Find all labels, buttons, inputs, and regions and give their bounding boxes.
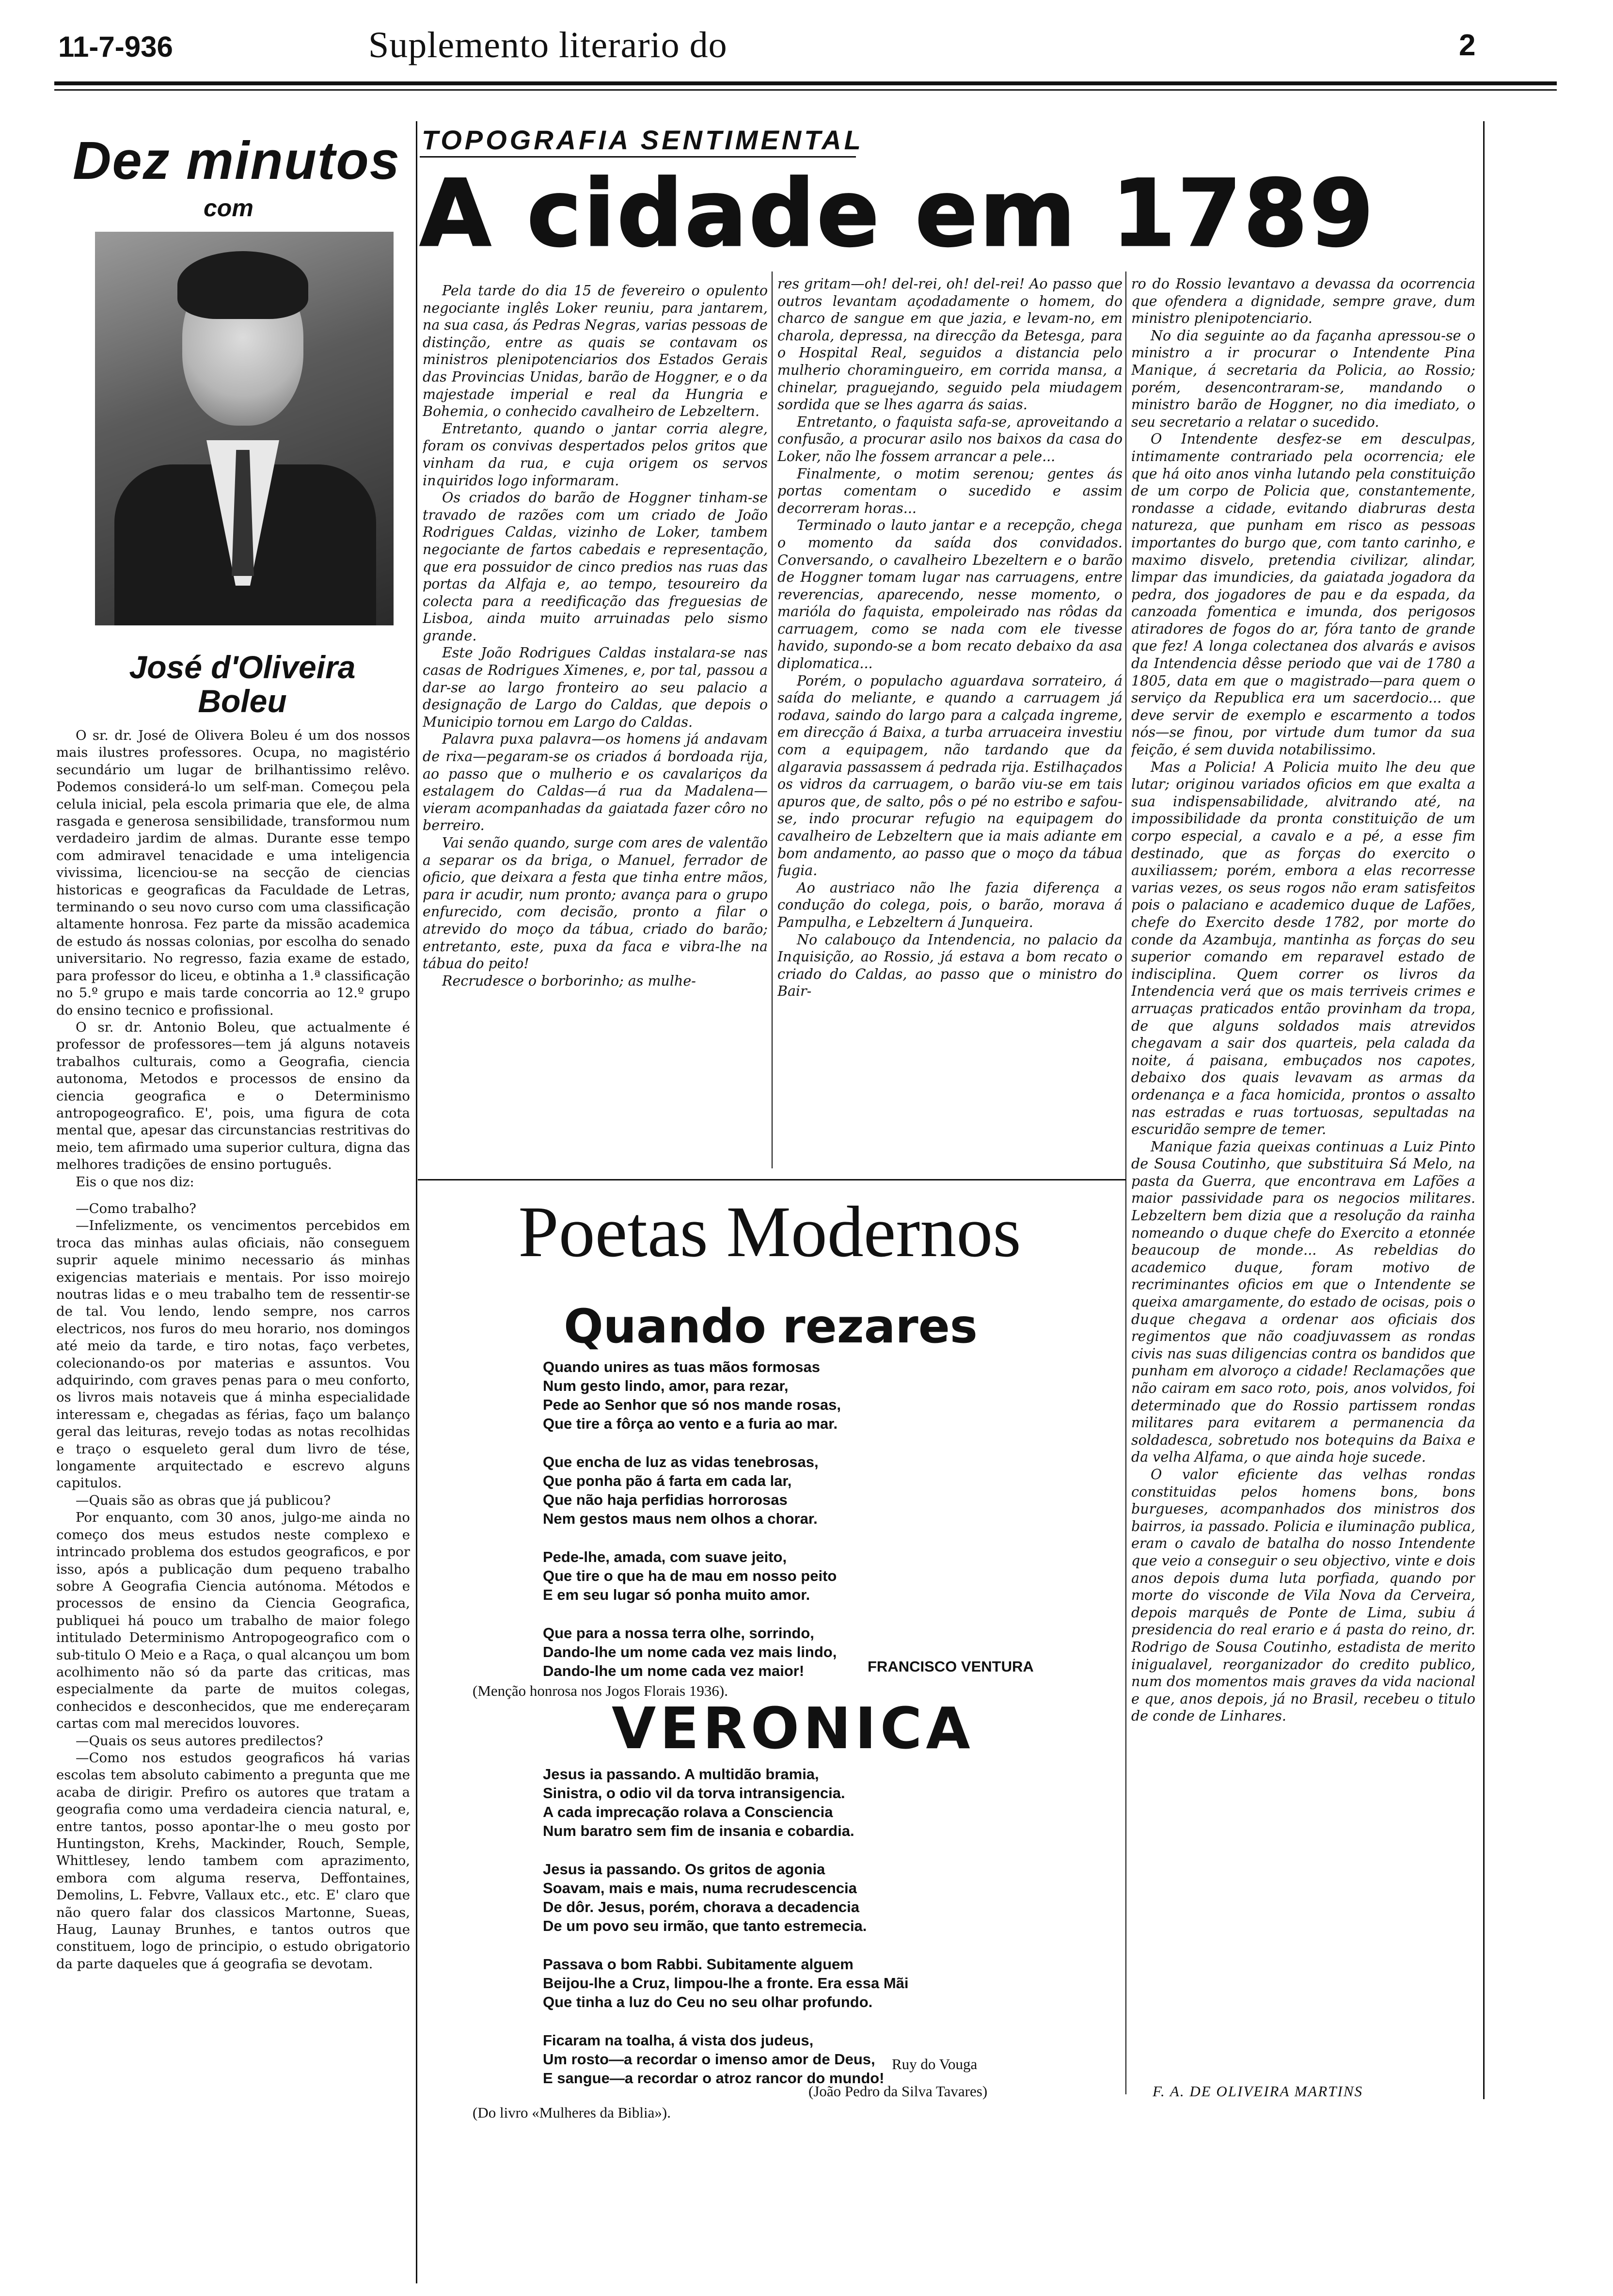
verse-line: A cada imprecação rolava a Consciencia [543, 1803, 833, 1820]
column-divider [416, 121, 417, 2283]
paragraph: —Quais os seus autores predilectos? [76, 1733, 323, 1749]
verse-line: Sinistra, o odio vil da torva intransigencia. [543, 1785, 845, 1802]
poem-note: (Menção honrosa nos Jogos Florais 1936). [473, 1682, 728, 1699]
verse-line: E em seu lugar só ponha muito amor. [543, 1586, 810, 1603]
verse-line: Pede ao Senhor que só nos mande rosas, [543, 1396, 841, 1413]
paragraph: Recrudesce o borborinho; as mulhe- [442, 973, 696, 989]
interviewee-name: José d'Oliveira [129, 649, 356, 685]
paragraph: Pela tarde do dia 15 de fevereiro o opulento negociante inglês Loker reuniu, para jantarem, na sua casa, ás Pedras Negras, varias pessoas de distinção, entre as quais se contavam os ministros plenipotenciarios dos Estados Gerais das Provincias Unidas, barão de Hoggner, e o da majestade imperial e real da Hungria e Bohemia, o conhecido cavalheiro de Lebzeltern. [423, 283, 768, 420]
issue-date: 11-7-936 [58, 31, 173, 63]
verse-line: Num baratro sem fim de insania e cobardia. [543, 1822, 854, 1839]
paragraph: O sr. dr. José de Olivera Boleu é um dos nossos mais ilustres professores. Ocupa, no magistério secundário um lugar de brilhantissimo relêvo. Podemos considerá-lo um self-man. Começou pela celula inicial, pela escola primaria que ele, de alma rasgada e generosa sensibilidade, transformou num verdadeiro jardim de almas. Durante esse tempo com admiravel tenacidade e uma inteligencia vivissima, licenciou-se na secção de ciencias historicas e geograficas da Faculdade de Letras, terminando o seu novo curso com uma classificação altamente honrosa. Fez parte da missão academica de estudo ás nossas colonias, por escolha do senado universitario. No regresso, fazia exame de estado, para professor do liceu, e obtinha a 1.ª classificação no 5.º grupo e mais tarde concorria ao 12.º grupo do ensino tecnico e profissional. [56, 728, 410, 1018]
article-column-2 [777, 275, 1123, 1172]
section-divider [418, 1179, 1125, 1180]
portrait-photo [95, 232, 394, 625]
verse-line: Beijou-lhe a Cruz, limpou-lhe a fronte. Era essa Mãi [543, 1975, 909, 1992]
stanza [543, 1624, 1124, 1680]
paragraph: Vai senão quando, surge com ares de valentão a separar os da briga, o Manuel, ferrador de oficio, que deixara a festa que tinha entre mãos, para ir acudir, num pronto; avança para o grupo enfurecido, com decisão, pronto a filar o atrevido do moço da tábua, criado do barão; entretanto, este, puxa da faca e vibra-lhe na tábua do peito! [423, 835, 768, 972]
verse-line: Num gesto lindo, amor, para rezar, [543, 1377, 789, 1394]
paragraph: O valor eficiente das velhas rondas constituidas pelos homens bons, bons burgueses, acompanhados dos ministros dos bairros, ia passado. Policia e iluminação publica, eram o cavalo de batalha do nosso Intendente que veio a conseguir o seu objectivo, vinte e dois anos depois duma luta porfiada, quando por morte do visconde de Vila Nova da Cerveira, depois marquês de Ponte de Lima, subiu á presidencia do real erario e á pasta do reino, dr. Rodrigo de Sousa Coutinho, estadista de merito inigualavel, reorganizador do credito publico, num dos momentos mais graves da vida nacional e que, anos depois, já no Brasil, recebeu o titulo de conde de Linhares. [1131, 1466, 1475, 1724]
poem-author: FRANCISCO VENTURA [868, 1658, 1034, 1675]
stanza [543, 1955, 1124, 2011]
header-rule-thin [54, 89, 1557, 91]
paragraph: No calabouço da Intendencia, no palacio da Inquisição, ao Rossio, já estava a bom recato o criado do Caldas, ao passo que o ministro do Bair- [777, 931, 1123, 1000]
paragraph: O sr. dr. Antonio Boleu, que actualmente é professor de professores—tem já alguns notaveis trabalhos culturais, como a Geografia, ciencia autonoma, Metodos e processos de ensino da ciencia geografica e o Determinismo antropogeografico. E', pois, uma figura de cota mental que, apesar das circunstancias restritivas do meio, tem afirmado uma superior cultura, digna das melhores tradições de ensino português. [56, 1019, 410, 1173]
poem-body [543, 1357, 1124, 1700]
verse-line: Que para a nossa terra olhe, sorrindo, [543, 1625, 814, 1642]
verse-line: De dôr. Jesus, porém, chorava a decadencia [543, 1898, 860, 1915]
verse-line: Um rosto—a recordar o imenso amor de Deus, [543, 2051, 875, 2068]
interview-title: Dez minutos [73, 131, 400, 191]
paragraph: Por enquanto, com 30 anos, julgo-me ainda no começo dos meus estudos neste complexo e intrincado problema dos estudos geograficos, e por isso, após a publicação dum pequeno trabalho sobre A Geografia Ciencia autónoma. Métodos e processos de ensino da Ciencia Geografica, publiquei há pouco um trabalho de maior folego intitulado Determinismo Antropogeografico com o sub-titulo O Meio e a Raça, o qual alcançou um bom acolhimento não só da parte das criticas, mas especialmente da parte de muitos colegas, conhecidos e desconhecidos, que me endereçaram cartas com mal merecidos louvores. [56, 1510, 410, 1732]
poem-title: Quando rezares [564, 1299, 978, 1354]
interview-subtitle: com [204, 194, 253, 222]
poem-author: Ruy do Vouga [892, 2056, 978, 2073]
paragraph: ro do Rossio levantavo a devassa da ocorrencia que ofendera a dignidade, sempre grave, dum ministro plenipotenciario. [1131, 276, 1475, 327]
stanza [543, 2031, 1124, 2088]
stanza [543, 1547, 1124, 1604]
page-number: 2 [1459, 29, 1476, 62]
verse-line: Jesus ia passando. A multidão bramia, [543, 1766, 819, 1783]
verse-line: Jesus ia passando. Os gritos de agonia [543, 1861, 825, 1878]
header-rule [54, 81, 1557, 85]
verse-line: Soavam, mais e mais, numa recrudescencia [543, 1880, 857, 1897]
verse-line: Que não haja perfidias horrorosas [543, 1491, 788, 1508]
verse-line: Que tire a fôrça ao vento e a furia ao mar. [543, 1415, 838, 1432]
verse-line: Que ponha pão á farta em cada lar, [543, 1472, 792, 1489]
paragraph: Entretanto, quando o jantar corria alegre, foram os convivas despertados pelos gritos que vinham da rua, e cuja origem os servos inquiridos logo informaram. [423, 420, 768, 489]
paragraph: Este João Rodrigues Caldas instalara-se nas casas de Rodrigues Ximenes, e, por tal, passou a dar-se ao largo fronteiro ao seu palacio a designação de Largo do Caldas, que depois o Municipio tornou em Largo do Caldas. [423, 645, 768, 730]
verse-line: Pede-lhe, amada, com suave jeito, [543, 1548, 787, 1565]
verse-line: Nem gestos maus nem olhos a chorar. [543, 1510, 818, 1527]
verse-line: Quando unires as tuas mãos formosas [543, 1358, 820, 1375]
interview-body [56, 727, 410, 2283]
poem-author-real-name: (João Pedro da Silva Tavares) [808, 2083, 988, 2100]
verse-line: Ficaram na toalha, á vista dos judeus, [543, 2032, 814, 2049]
paragraph: Terminado o lauto jantar e a recepção, chega o momento da saída dos convidados. Conversando, o cavalheiro Lbezeltern e o barão de Hoggner tomam lugar nas carruagens, entre reverencias, aparecendo, nesse momento, o marióla do faquista, empoleirado nas rôdas da carruagem, como se nada com ele tivesse havido, supondo-se a bom recato debaixo da asa diplomatica... [777, 517, 1123, 672]
column-divider [772, 271, 773, 1168]
verse-line: De um povo seu irmão, que tanto estremecia. [543, 1917, 867, 1934]
verse-line: Dando-lhe um nome cada vez mais lindo, [543, 1643, 837, 1660]
paragraph: Entretanto, o faquista safa-se, aproveitando a confusão, a procurar asilo nos baixos da casa do Loker, não lhe fossem arrancar a pele... [777, 414, 1123, 464]
poem-body [543, 1765, 1124, 2107]
paragraph: No dia seguinte ao da façanha apressou-se o ministro a ir procurar o Intendente Pina Manique, á secretaria da Policia, ao Rossio; porém, desencontraram-se, mandando o ministro barão de Hoggner, no dia imediato, o seu secretario a relatar o sucedido. [1131, 327, 1475, 430]
article-column-3 [1131, 275, 1475, 2084]
article-column-1 [423, 282, 768, 1169]
right-border [1483, 121, 1485, 2099]
poem-source: (Do livro «Mulheres da Biblia»). [473, 2104, 671, 2121]
poetry-section-title: Poetas Modernos [518, 1192, 1021, 1272]
poem-title: VERONICA [612, 1695, 974, 1762]
interviewee-name: Boleu [198, 683, 287, 719]
paragraph: Palavra puxa palavra—os homens já andavam de rixa—pegaram-se os criados á bordoada rija, ao passo que o mulherio e os cavalariços da estalagem do Caldas—á rua da Madalena—vieram acompanhadas da gaiatada fazer côro no berreiro. [423, 731, 768, 834]
verse-line: Que tinha a luz do Ceu no seu olhar profundo. [543, 1993, 873, 2010]
article-kicker: TOPOGRAFIA SENTIMENTAL [422, 125, 864, 155]
stanza [543, 1860, 1124, 1935]
paragraph: Ao austriaco não lhe fazia diferença a condução do colega, pois, o barão, morava á Pampulha, e Lebzeltern á Junqueira. [777, 879, 1123, 930]
paragraph: —Como trabalho? [76, 1200, 196, 1216]
kicker-underline [420, 156, 856, 158]
paragraph: res gritam—oh! del-rei, oh! del-rei! Ao passo que outros levantam açodadamente o homem, do charco de sangue em que jazia, e levam-no, em charola, depressa, na direcção da Betesga, para o Hospital Real, seguidos a distancia pelo mulherio choramingueiro, em corrida mansa, a chinelar, praguejando, seguido pela miudagem sordida que se lhes agarra ás saias. [777, 276, 1123, 413]
paragraph: Os criados do barão de Hoggner tinham-se travado de razões com um criado de João Rodrigues Caldas, vizinho de Loker, tambem negociante de fartos cabedais e representação, que era possuidor de cinco predios nas ruas das portas da Alfaja e, ao tempo, tesoureiro da colecta para a reedificação das freguesias de Lisboa, ainda muito arruinadas pelo sismo grande. [423, 490, 768, 644]
paragraph: O Intendente desfez-se em desculpas, intimamente contrariado pela ocorrencia; ele que há oito anos vinha lutando pela constituição de um corpo de Policia que, constantemente, rondasse a cidade, evitando diabruras desta natureza, que punham em risco as pessoas importantes do burgo que, com tanto carinho, e maximo disvelo, pretendia civilizar, alindar, limpar das imundicies, da gaiatada jogadora da pedra, dos jogadores de pau e da espada, da canzoada fomentica e imunda, dos perigosos atiradores de fogos do ar, fóra tanto de grande que fez! A longa colectanea dos alvarás e avisos da Intendencia dêsse periodo que vai de 1780 a 1805, data em que o magistrado—para quem o serviço da Republica era um sacerdocio... que deve servir de exemplo e escarmento a todos nós—se finou, por virtude dum tumor da sua feição, é sem duvida notabilissimo. [1131, 431, 1475, 758]
article-title: A cidade em 1789 [420, 160, 1376, 267]
paragraph: Eis o que nos diz: [76, 1174, 194, 1190]
paragraph: Porém, o populacho aguardava sorrateiro, á saída do meliante, e quando a carruagem já rodava, saindo do largo para a calçada ingreme, em direcção á Baixa, a turba arruaceira investiu com a equipagem, não tardando que da algaravia passassem á pedrada rija. Estilhaçados os vidros da carruagem, o barão viu-se em tais apuros que, de salto, pôs o pé no estribo e safou-se, indo procurar refugio na equipagem do cavalheiro de Lebzeltern que ia mais adiante em bom andamento, ao passo que o moço da tábua fugia. [777, 672, 1123, 879]
stanza [543, 1357, 1124, 1433]
verse-line: Que tire o que ha de mau em nosso peito [543, 1567, 837, 1584]
column-divider [1125, 271, 1126, 2094]
verse-line: Que encha de luz as vidas tenebrosas, [543, 1453, 819, 1470]
paragraph: Manique fazia queixas continuas a Luiz Pinto de Sousa Coutinho, que substituira Sá Melo, na pasta da Guerra, que encontrava em Lafões a maior passividade para os negocios militares. Lebzeltern bem dizia que a resolução da rainha nomeando o duque chefe do Exercito a etonnée beaucoup de monde... As rebeldias do academico duque, foram motivo de recriminantes oficios em que o Intendente se queixa amargamente, do estado de ocisas, pois o duque chegava a ordenar aos oficiais dos regimentos que não coadjuvassem as rondas civis nas suas diligencias contra os bandidos que punham em alvoroço a cidade! Reclamações que não cairam em saco roto, pois, anos volvidos, foi determinado que do Rossio partissem rondas militares para evitarem a permanencia da soldadesca, sobretudo nos botequins da Baixa e da velha Alfama, o que ainda hoje sucede. [1131, 1138, 1475, 1466]
paragraph: Finalmente, o motim serenou; gentes ás portas comentam o sucedido e assim decorreram horas... [777, 465, 1123, 516]
paragraph: —Infelizmente, os vencimentos percebidos em troca das minhas aulas oficiais, não conseguem suprir aquele minimo necessario ás minhas exigencias materiais e mentais. Por isso moirejo noutras lidas e o meu trabalho tem de ressentir-se de tal. Vou lendo, lendo sempre, nos carros electricos, nos furos do meu horario, nos domingos até meio da tarde, e tiro notas, faço verbetes, colecionando-os por materias e assuntos. Vou adquirindo, com graves penas para o meu conforto, os livros mais notaveis que á minha especialidade interessam e, chegadas as férias, faço um balanço geral das leituras, revejo todas as notas recolhidas e traço o esqueleto geral dum livro de tése, longamente arquitectado e escrevo alguns capitulos. [56, 1218, 410, 1491]
stanza [543, 1765, 1124, 1840]
stanza [543, 1452, 1124, 1528]
verse-line: Dando-lhe um nome cada vez maior! [543, 1662, 805, 1679]
paragraph: —Quais são as obras que já publicou? [76, 1492, 331, 1508]
paragraph: Mas a Policia! A Policia muito lhe deu que lutar; originou variados oficios em que exalta a sua indispensabilidade, alvitrando até, na impossibilidade da pronta constituição de um corpo especial, a cavalo e a pé, a esse fim destinado, que as forças do exercito o auxiliassem; porém, embora a elas recorresse varias vezes, os seus rogos não eram satisfeitos pois o palaciano e academico duque de Lafões, chefe do Exercito desde 1782, por morte do conde da Azambuja, mantinha as forças do seu superior comando em reparavel estado de indisciplina. Quem correr os livros da Intendencia verá que os mais terriveis crimes e arruaças praticados então provinham da tropa, de que alguns soldados mais atrevidos chegavam a sair dos quarteis, pela calada da noite, á paisana, embuçados nos capotes, debaixo dos quais levavam as armas da ordenança e a faca homicida, prontos o assalto nas estradas e ruas tortuosas, sepultadas na escuridão sempre de temer. [1131, 759, 1475, 1138]
publication-title: Suplemento literario do [368, 25, 727, 65]
verse-line: E sangue—a recordar o atroz rancor do mundo! [543, 2070, 885, 2087]
article-signature: F. A. DE OLIVEIRA MARTINS [1153, 2083, 1363, 2100]
verse-line: Passava o bom Rabbi. Subitamente alguem [543, 1956, 854, 1973]
paragraph: —Como nos estudos geograficos há varias escolas tem absoluto cabimento a pregunta que me acaba de dirigir. Prefiro os autores que tratam a geografia como uma verdadeira ciencia natural, e, entre tantos, posso apontar-lhe o meu gosto por Huntingston, Krehs, Mackinder, Rouch, Semple, Whittlesey, lendo tambem com aprazimento, embora com alguma reserva, Deffontaines, Demolins, L. Febvre, Vallaux etc., etc. E' claro que não quero falar dos classicos Martonne, Sueas, Haug, Launay Brunhes, e tantos outros que constituem, logo de principio, o estudo obrigatorio da parte daqueles que á geografia se devotam. [56, 1750, 410, 1972]
